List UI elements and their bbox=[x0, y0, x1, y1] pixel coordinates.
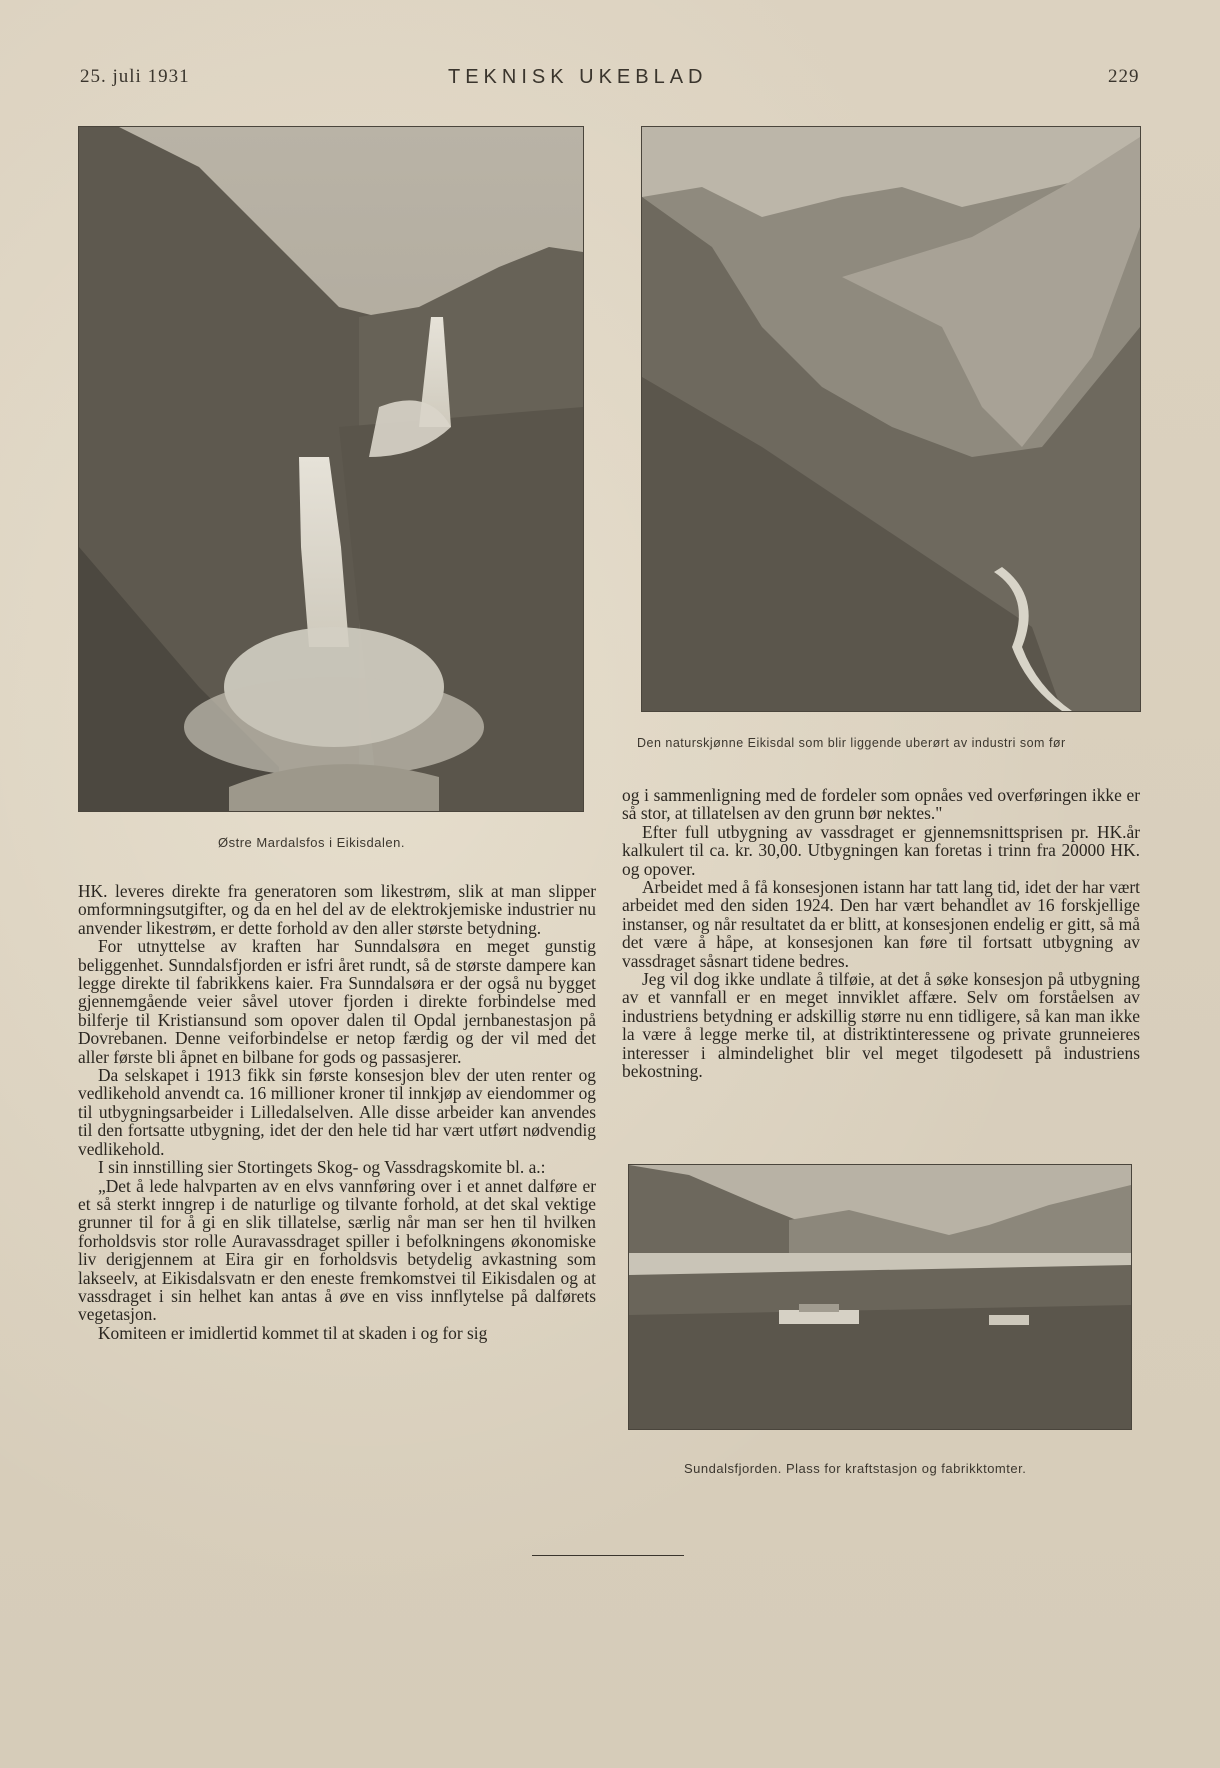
fjord-photo bbox=[628, 1164, 1132, 1430]
fjord-caption: Sundalsfjorden. Plass for kraftstasjon og fabrikktomter. bbox=[684, 1461, 1027, 1476]
left-paragraph-1: HK. leveres direkte fra generatoren som likestrøm, slik at man slipper omformningsutgifter, og da en hel del av de elektrokjemiske industrier nu anvender likestrøm, er dette forhold av den aller største betydning. bbox=[78, 881, 596, 938]
left-paragraph-6: Komiteen er imidlertid kommet til at skaden i og for sig bbox=[98, 1322, 488, 1343]
waterfall-caption: Østre Mardalsfos i Eikisdalen. bbox=[218, 835, 405, 850]
left-paragraph-3: Da selskapet i 1913 fikk sin første konsesjon blev der uten renter og vedlikehold anvendt ca. 16 millioner kroner til innkjøp av eiendommer og til utbygningsarbeider i Lilledalselven. Alle disse arbeider kan anvendes til den fortsatte utbygning, idet der den hele tid har vært utført nødvendig vedlikehold. bbox=[78, 1065, 596, 1159]
end-rule bbox=[532, 1555, 684, 1556]
left-paragraph-2: For utnyttelse av kraften har Sunndalsøra en meget gunstig beliggenhet. Sunndalsfjorden er isfri året rundt, så de største dampere kan legge direkte til fabrikkens kaier. Fra Sunndalsøra er der også nu bygget gjennemgående veier såvel utover fjorden i direkte forbindelse med bilferje til Kristiansund som opover dalen til Opdal jernbanestasjon på Dovrebanen. Denne veiforbindelse er netop færdig og der vil med det aller første bli åpnet en bilbane for gods og passasjerer. bbox=[78, 936, 596, 1067]
waterfall-photo bbox=[78, 126, 584, 812]
valley-photo bbox=[641, 126, 1141, 712]
right-text-column bbox=[622, 786, 1140, 1081]
left-text-column bbox=[78, 882, 596, 1342]
valley-caption: Den naturskjønne Eikisdal som blir liggende uberørt av industri som før bbox=[637, 736, 1066, 750]
right-paragraph-2: Efter full utbygning av vassdraget er gjennemsnittsprisen pr. HK.år kalkulert til ca. kr. 30,00. Utbygningen kan foretas i trinn fra 20000 HK. og opover. bbox=[622, 821, 1140, 879]
header-page-number: 229 bbox=[1108, 66, 1140, 87]
right-paragraph-3: Arbeidet med å få konsesjonen istann har tatt lang tid, idet der har vært arbeidet med den siden 1924. Den har vært behandlet av 16 forskjellige instanser, og når resultatet da er blitt, at konsesjonen endelig er gitt, så må det være å håpe, at konsesjonen kan føre til fortsatt utbygning av vassdraget såsnart tidene bedres. bbox=[622, 877, 1140, 971]
left-quote-paragraph: „Det å lede halvparten av en elvs vannføring over i et annet dalføre er et så sterkt inngrep i de naturlige og tilvante forhold, at det skal vektige grunner til for å gi en slik tillatelse, særlig når man ser hen til hvilken forholdsvis stor rolle Auravassdraget spiller i befolkningens økonomiske liv derigjennem at Eira gir en forholdsvis betydelig avkastning som lakseelv, at Eikisdalsvatn er den eneste fremkomstvei til Eikisdalen og at vassdraget i sin helhet kan antas å øve en viss innflytelse på dalførets vegetasjon. bbox=[78, 1175, 596, 1325]
header-date: 25. juli 1931 bbox=[80, 66, 190, 87]
left-paragraph-4: I sin innstilling sier Stortingets Skog- og Vassdragskomite bl. a.: bbox=[98, 1157, 546, 1178]
header-title: TEKNISK UKEBLAD bbox=[448, 66, 708, 88]
right-paragraph-1: og i sammenligning med de fordeler som opnåes ved overføringen ikke er så stor, at tillatelsen av den grunn bør nektes." bbox=[622, 785, 1140, 824]
right-paragraph-4: Jeg vil dog ikke undlate å tilføie, at det å søke konsesjon på utbygning av et vannfall er en meget innviklet affære. Selv om forståelsen av industriens betydning er adskillig større nu enn tidligere, så kan man ikke la være å legge merke til, at distriktinteressene og private grunneieres interesser i almindelighet blir vel meget tilgodesett på industriens bekostning. bbox=[622, 969, 1140, 1082]
